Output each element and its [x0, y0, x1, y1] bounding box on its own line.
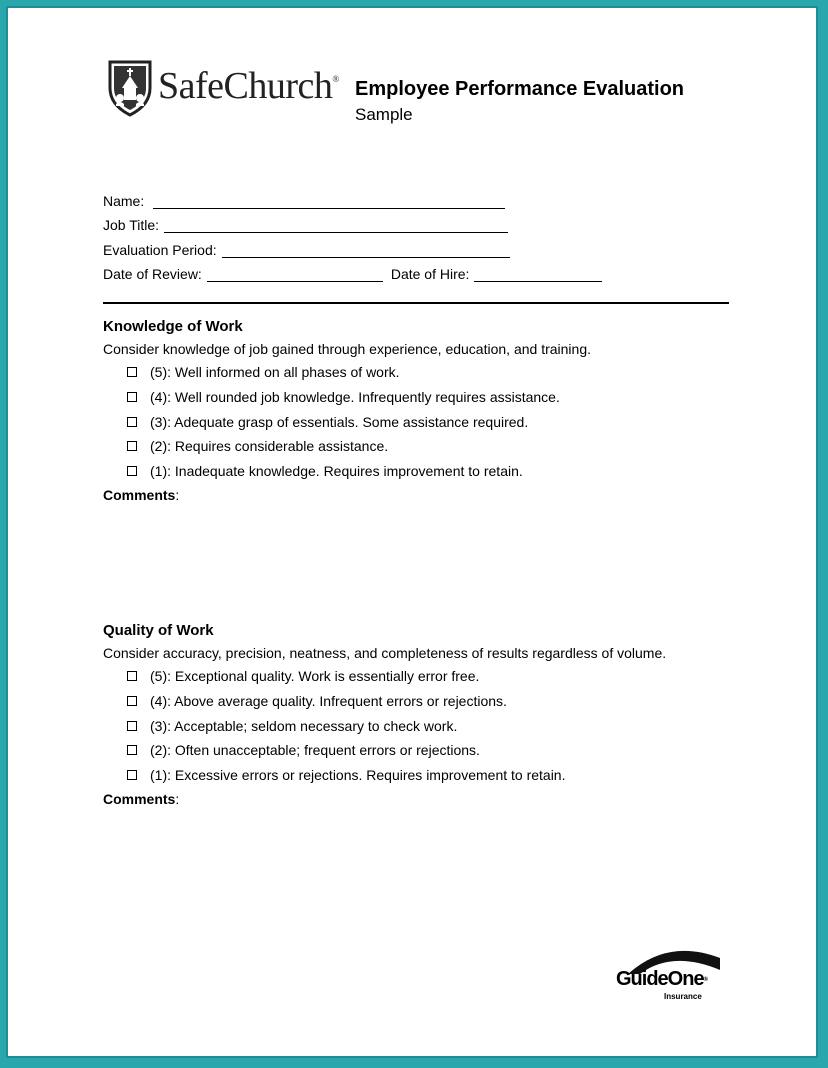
- section-divider: [103, 302, 729, 304]
- empty-checkbox-icon[interactable]: [127, 745, 137, 755]
- option-label: (5): Well informed on all phases of work.: [150, 364, 400, 381]
- comments-label: Comments:: [103, 791, 180, 808]
- empty-checkbox-icon[interactable]: [127, 392, 137, 402]
- option-label: (2): Requires considerable assistance.: [150, 438, 389, 455]
- rating-option[interactable]: [127, 409, 591, 434]
- rating-option[interactable]: [127, 434, 591, 459]
- name-field[interactable]: [153, 196, 505, 209]
- rating-option[interactable]: [127, 360, 591, 385]
- rating-option[interactable]: [127, 713, 666, 738]
- empty-checkbox-icon[interactable]: [127, 770, 137, 780]
- evaluation-period-label: Evaluation Period:: [103, 241, 217, 258]
- rating-option[interactable]: [127, 689, 666, 714]
- rating-option[interactable]: [127, 459, 591, 484]
- rating-option[interactable]: [127, 738, 666, 763]
- rating-option[interactable]: [127, 664, 666, 689]
- option-label: (1): Inadequate knowledge. Requires improvement to retain.: [150, 463, 523, 480]
- date-of-hire-label: Date of Hire:: [390, 266, 470, 282]
- safechurch-logo: [106, 58, 346, 124]
- section-description: Consider knowledge of job gained through experience, education, and training.: [103, 341, 592, 357]
- empty-checkbox-icon[interactable]: [127, 441, 137, 451]
- evaluation-period-row: [103, 233, 602, 258]
- option-label: (1): Excessive errors or rejections. Requires improvement to retain.: [150, 767, 566, 784]
- section-description: Consider accuracy, precision, neatness, and completeness of results regardless of volume.: [103, 645, 667, 661]
- page-title: Employee Performance Evaluation: [355, 78, 685, 100]
- rating-options: [127, 360, 591, 483]
- job-title-label: Job Title:: [103, 217, 160, 233]
- rating-option[interactable]: [127, 385, 591, 410]
- rating-option[interactable]: [127, 763, 666, 788]
- rating-options: [127, 664, 666, 787]
- option-label: (3): Adequate grasp of essentials. Some assistance required.: [150, 413, 529, 430]
- section-title: Quality of Work: [103, 622, 214, 639]
- page-subtitle: Sample: [355, 105, 413, 124]
- employee-fields: [103, 184, 602, 282]
- section-title: Knowledge of Work: [103, 318, 243, 335]
- date-of-review-field[interactable]: [207, 269, 383, 282]
- dates-row: [103, 258, 602, 283]
- date-of-review-label: Date of Review:: [103, 266, 202, 282]
- empty-checkbox-icon[interactable]: [127, 367, 137, 377]
- option-label: (3): Acceptable; seldom necessary to check work.: [150, 717, 458, 734]
- logo-text: SafeChurch®: [158, 65, 339, 107]
- job-title-field[interactable]: [164, 220, 508, 233]
- job-title-row: [103, 209, 602, 234]
- empty-checkbox-icon[interactable]: [127, 721, 137, 731]
- empty-checkbox-icon[interactable]: [127, 696, 137, 706]
- church-shield-icon: [106, 58, 154, 118]
- empty-checkbox-icon[interactable]: [127, 417, 137, 427]
- option-label: (4): Well rounded job knowledge. Infrequently requires assistance.: [150, 389, 560, 406]
- evaluation-period-field[interactable]: [222, 245, 510, 258]
- guideone-logo: [608, 944, 728, 1006]
- option-label: (2): Often unacceptable; frequent errors or rejections.: [150, 742, 480, 759]
- option-label: (4): Above average quality. Infrequent errors or rejections.: [150, 693, 507, 710]
- document-page: [6, 6, 818, 1058]
- guideone-sub: Insurance: [664, 992, 702, 1001]
- guideone-brand: GuideOne®: [616, 968, 707, 990]
- name-row: [103, 184, 602, 209]
- option-label: (5): Exceptional quality. Work is essentially error free.: [150, 668, 480, 685]
- section-quality-of-work: [103, 620, 666, 811]
- comments-label: Comments:: [103, 487, 180, 504]
- name-label: Name:: [103, 192, 145, 209]
- date-of-hire-field[interactable]: [474, 269, 602, 282]
- empty-checkbox-icon[interactable]: [127, 671, 137, 681]
- empty-checkbox-icon[interactable]: [127, 466, 137, 476]
- section-knowledge-of-work: [103, 316, 591, 507]
